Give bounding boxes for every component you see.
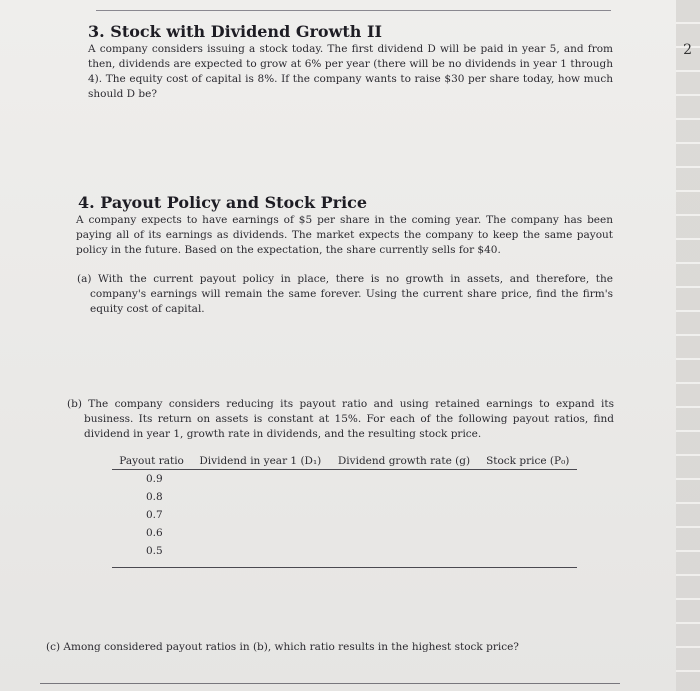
question-part-b: (b) The company considers reducing its payout ratio and using retained earnings to expand its business. Its return on assets is constant at 15%. For each of the following payout ratios, find dividend in year 1, growth rate in dividends, and the resulting stock price. [67,398,614,440]
header-stock-price: Stock price (P₀) [478,452,577,470]
payout-ratio-cell: 0.7 [146,509,163,521]
header-dividend-year-1: Dividend in year 1 (D₁) [191,452,329,470]
section-4-title: 4. Payout Policy and Stock Price [78,193,368,212]
price-cell [478,524,577,542]
payout-ratio-cell: 0.5 [112,542,191,568]
dividend-cell [191,488,329,506]
payout-ratio-cell: 0.9 [146,473,163,485]
header-payout-ratio: Payout ratio [112,452,191,470]
dividend-cell [191,542,329,568]
dividend-cell [191,470,329,489]
question-part-a: (a) With the current payout policy in place, there is no growth in assets, and therefore, the company's earnings will remain the same forever. Using the current share price, find the firm's equity cost of capital. [77,273,613,315]
growth-cell [330,470,479,489]
dividend-cell [191,524,329,542]
table-row [112,542,577,568]
growth-cell [330,542,479,568]
table-row [112,488,577,506]
question-part-c: (c) Among considered payout ratios in (b), which ratio results in the highest stock price? [46,641,519,653]
growth-cell [330,488,479,506]
header-dividend-growth-rate: Dividend growth rate (g) [330,452,479,470]
bottom-rule [40,683,620,684]
section-4-text: A company expects to have earnings of $5 per share in the coming year. The company has been paying all of its earnings as dividends. The market expects the company to keep the same payout policy in the future. Based on the expectation, the share currently sells for $40. [76,214,613,256]
payout-ratio-cell: 0.8 [146,491,163,503]
table-row [112,470,577,489]
payout-table [112,452,577,568]
dividend-cell [191,506,329,524]
price-cell [478,542,577,568]
table-row [112,506,577,524]
table-row [112,524,577,542]
top-rule [96,10,611,11]
growth-cell [330,506,479,524]
price-cell [478,470,577,489]
section-3-text: A company considers issuing a stock today. The first dividend D will be paid in year 5, and from then, dividends are expected to grow at 6% per year (there will be no dividends in year 1 through 4). The equity cost of capital is 8%. If the company wants to raise $30 per share today, how much should D be? [88,43,613,100]
page-number: 2 [683,42,692,58]
section-3-title: 3. Stock with Dividend Growth II [88,22,382,41]
stacked-page-edges [676,0,700,691]
price-cell [478,488,577,506]
price-cell [478,506,577,524]
payout-ratio-cell: 0.6 [146,527,163,539]
growth-cell [330,524,479,542]
table-header-row [112,452,577,470]
